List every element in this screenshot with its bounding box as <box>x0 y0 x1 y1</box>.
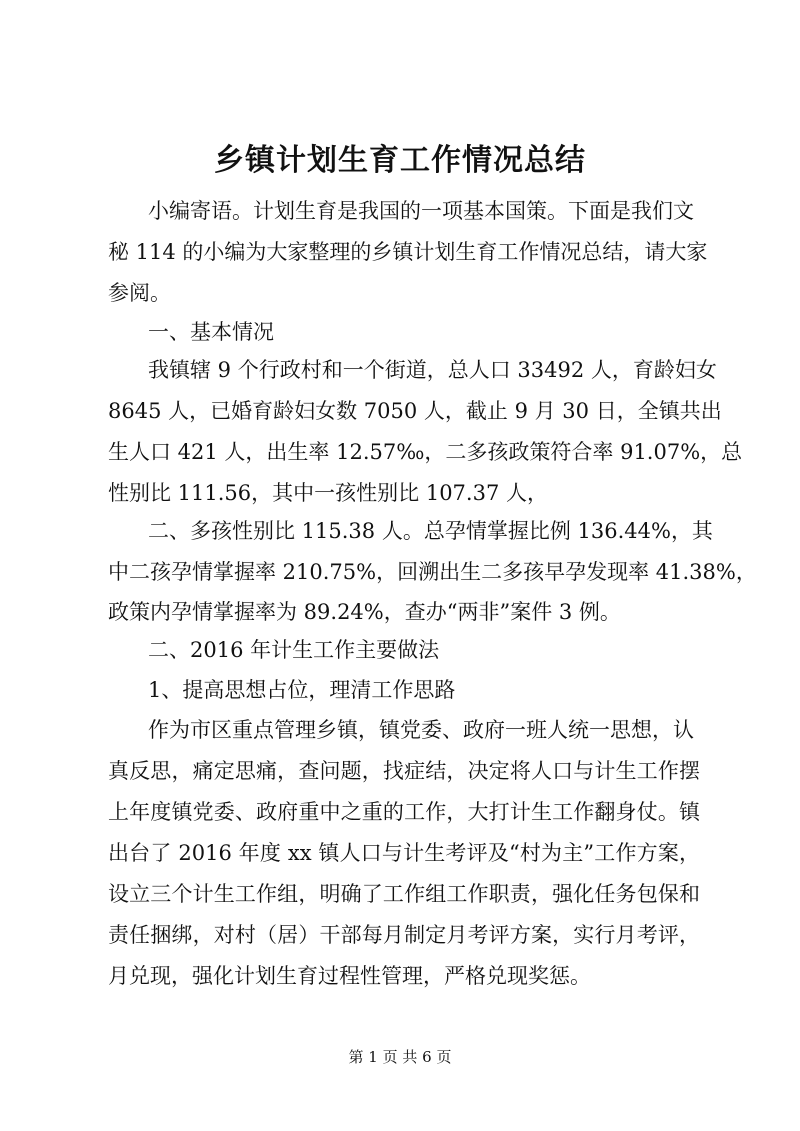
paragraph-line: 8645 人，已婚育龄妇女数 7050 人，截止 9 月 30 日，全镇共出 <box>108 399 722 423</box>
document-title: 乡镇计划生育工作情况总结 <box>214 143 586 178</box>
paragraph-line: 生人口 421 人，出生率 12.57‰，二多孩政策符合率 91.07%，总 <box>108 440 743 464</box>
paragraph-line: 月兑现，强化计划生育过程性管理，严格兑现奖惩。 <box>108 964 591 988</box>
paragraph-line: 小编寄语。计划生育是我国的一项基本国策。下面是我们文 <box>148 199 694 223</box>
paragraph-line: 作为市区重点管理乡镇，镇党委、政府一班人统一思想，认 <box>148 718 694 742</box>
paragraph-line: 二、多孩性别比 115.38 人。总孕情掌握比例 136.44%，其 <box>148 519 713 543</box>
paragraph-line: 政策内孕情掌握率为 89.24%，查办“两非”案件 3 例。 <box>108 600 621 624</box>
section-heading: 二、2016 年计生工作主要做法 <box>148 638 440 662</box>
paragraph-line: 性别比 111.56，其中一孩性别比 107.37 人， <box>108 481 548 505</box>
section-heading: 一、基本情况 <box>148 320 274 344</box>
paragraph-line: 参阅。 <box>108 281 171 305</box>
paragraph-line: 责任捆绑，对村（居）干部每月制定月考评方案，实行月考评， <box>108 923 700 947</box>
paragraph-line: 我镇辖 9 个行政村和一个街道，总人口 33492 人，育龄妇女 <box>148 358 717 382</box>
page-footer: 第 1 页 共 6 页 <box>348 1048 452 1066</box>
subsection-heading: 1、提高思想占位，理清工作思路 <box>148 678 456 702</box>
paragraph-line: 真反思，痛定思痛，查问题，找症结，决定将人口与计生工作摆 <box>108 759 700 783</box>
paragraph-line: 上年度镇党委、政府重中之重的工作，大打计生工作翻身仗。镇 <box>108 800 700 824</box>
paragraph-line: 中二孩孕情掌握率 210.75%，回溯出生二多孩早孕发现率 41.38%， <box>108 560 757 584</box>
paragraph-line: 秘 114 的小编为大家整理的乡镇计划生育工作情况总结，请大家 <box>108 240 708 264</box>
paragraph-line: 出台了 2016 年度 xx 镇人口与计生考评及“村为主”工作方案， <box>108 841 700 865</box>
paragraph-line: 设立三个计生工作组，明确了工作组工作职责，强化任务包保和 <box>108 882 700 906</box>
